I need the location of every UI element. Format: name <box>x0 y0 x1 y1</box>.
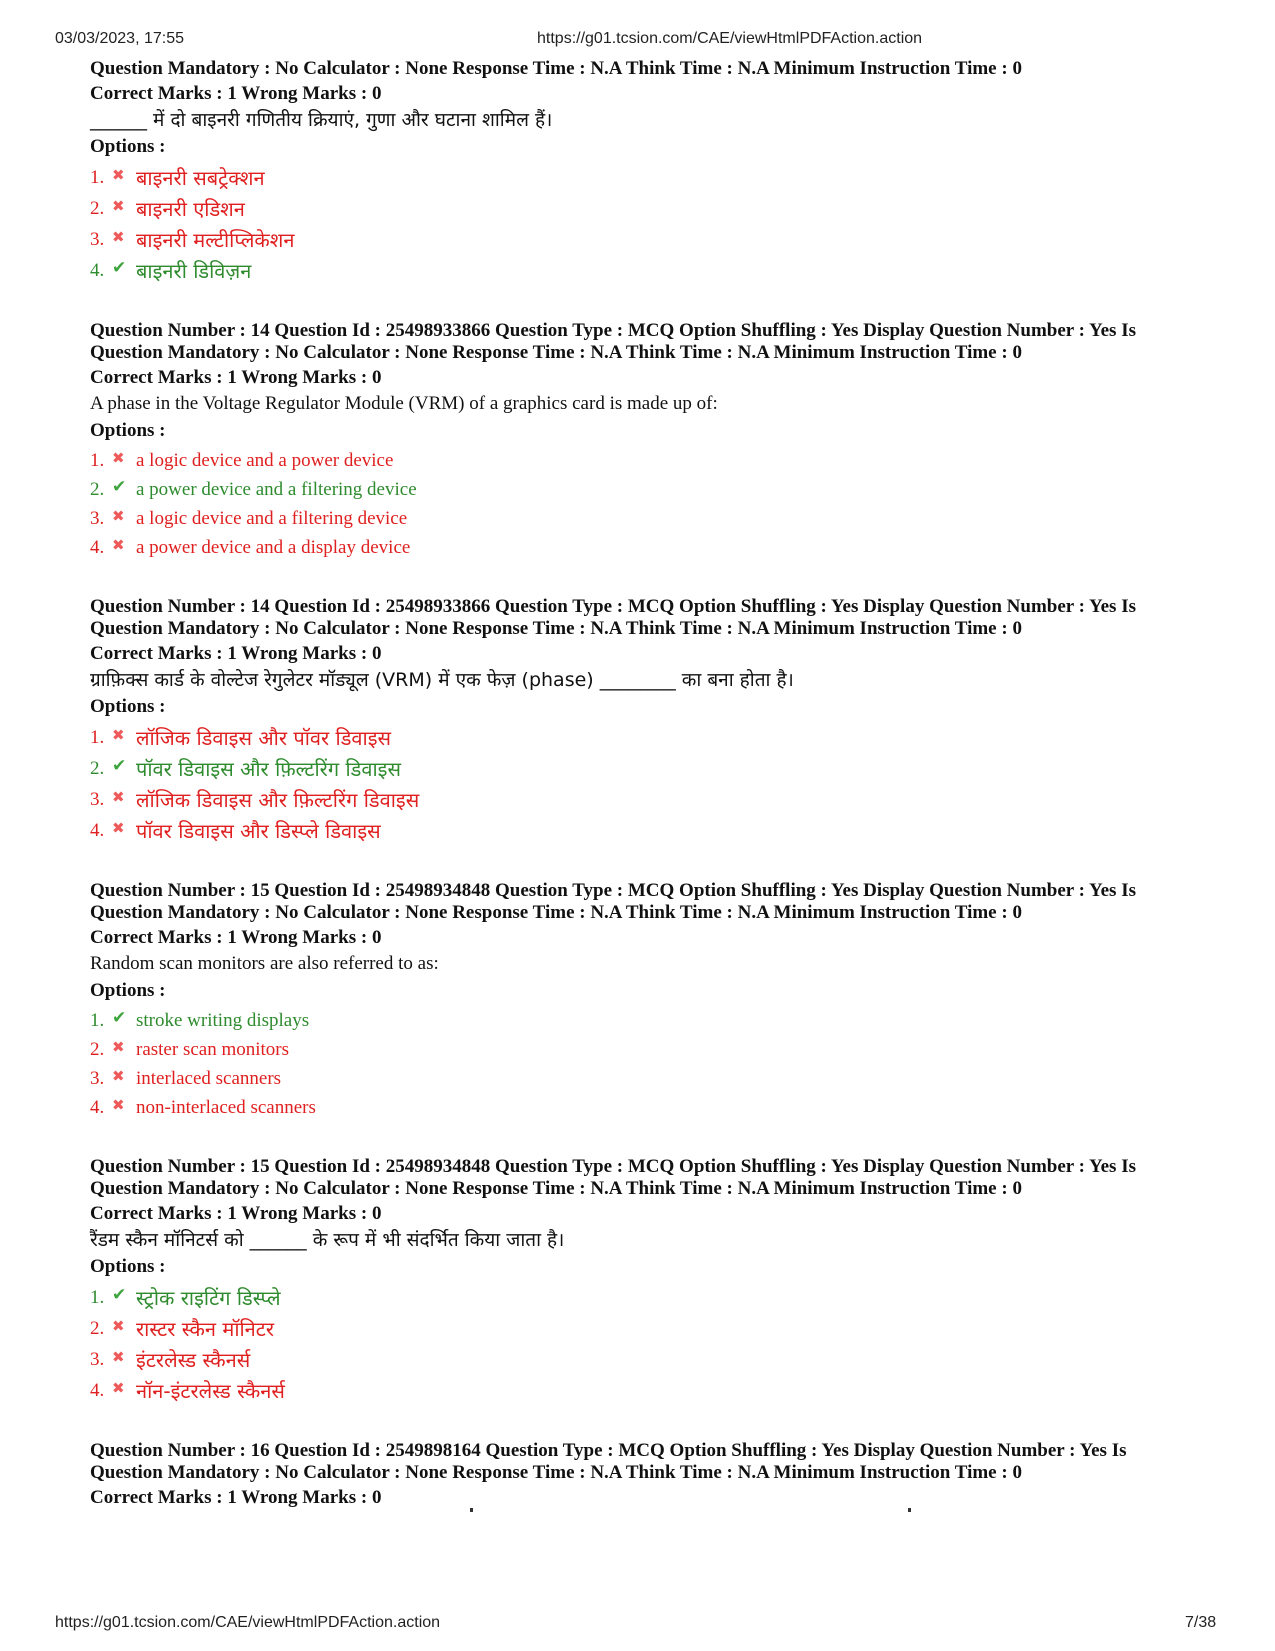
options-label: Options : <box>90 696 166 717</box>
question-meta: Question Number : 14 Question Id : 25498933866 Question Type : MCQ Option Shuffling : Yes Display Question Number : Yes Is <box>90 320 1136 341</box>
options-label: Options : <box>90 136 166 157</box>
question-meta: Question Number : 14 Question Id : 25498933866 Question Type : MCQ Option Shuffling : Yes Display Question Number : Yes Is <box>90 596 1136 617</box>
cross-icon: ✖ <box>112 1066 125 1085</box>
question-meta: Question Mandatory : No Calculator : None Response Time : N.A Think Time : N.A Minimum Instruction Time : 0 <box>90 58 1022 79</box>
check-icon: ✔ <box>112 257 127 278</box>
option-text: बाइनरी डिविज़न <box>136 259 252 283</box>
option-number: 3. <box>90 1348 105 1370</box>
footer-url: https://g01.tcsion.com/CAE/viewHtmlPDFAction.action <box>55 1614 441 1631</box>
option-number: 1. <box>90 166 105 188</box>
option-number: 4. <box>90 536 105 558</box>
option-text: a power device and a display device <box>136 536 411 558</box>
question-text: रैंडम स्कैन मॉनिटर्स को ______ के रूप में भी संदर्भित किया जाता है। <box>90 1229 565 1251</box>
option-text: a logic device and a power device <box>136 449 394 471</box>
option-text: stroke writing displays <box>136 1009 310 1031</box>
page-number: 7/38 <box>1185 1614 1217 1631</box>
option-item <box>90 722 1230 753</box>
cross-icon: ✖ <box>112 165 125 184</box>
check-icon: ✔ <box>112 1284 127 1305</box>
question-meta: Question Mandatory : No Calculator : None Response Time : N.A Think Time : N.A Minimum Instruction Time : 0 <box>90 342 1022 363</box>
option-item <box>90 1344 1230 1375</box>
question-meta: Question Number : 15 Question Id : 25498934848 Question Type : MCQ Option Shuffling : Yes Display Question Number : Yes Is <box>90 880 1136 901</box>
option-number: 2. <box>90 757 105 779</box>
option-item <box>90 446 1230 475</box>
clipped-text-fragment <box>470 1508 473 1512</box>
option-item <box>90 193 1230 224</box>
cross-icon: ✖ <box>112 787 125 806</box>
question-text: A phase in the Voltage Regulator Module (VRM) of a graphics card is made up of: <box>90 393 718 414</box>
check-icon: ✔ <box>112 1007 127 1028</box>
header-url: https://g01.tcsion.com/CAE/viewHtmlPDFAction.action <box>537 30 923 47</box>
option-item <box>90 1093 1230 1122</box>
option-text: रास्टर स्कैन मॉनिटर <box>136 1317 275 1341</box>
cross-icon: ✖ <box>112 1378 125 1397</box>
option-number: 3. <box>90 788 105 810</box>
options-label: Options : <box>90 420 166 441</box>
option-number: 4. <box>90 1096 105 1118</box>
print-datetime: 03/03/2023, 17:55 <box>55 30 185 47</box>
option-item <box>90 815 1230 846</box>
option-number: 2. <box>90 1317 105 1339</box>
marks-line: Correct Marks : 1 Wrong Marks : 0 <box>90 1487 382 1508</box>
option-item <box>90 255 1230 286</box>
options-label: Options : <box>90 1256 166 1277</box>
option-text: पॉवर डिवाइस और डिस्प्ले डिवाइस <box>136 819 381 843</box>
cross-icon: ✖ <box>112 1316 125 1335</box>
check-icon: ✔ <box>112 755 127 776</box>
option-number: 1. <box>90 1286 105 1308</box>
option-text: raster scan monitors <box>136 1038 290 1060</box>
option-text: बाइनरी एडिशन <box>136 197 245 221</box>
question-meta: Question Number : 15 Question Id : 25498934848 Question Type : MCQ Option Shuffling : Yes Display Question Number : Yes Is <box>90 1156 1136 1177</box>
option-item <box>90 1035 1230 1064</box>
option-number: 1. <box>90 1009 105 1031</box>
options-label: Options : <box>90 980 166 1001</box>
option-text: बाइनरी मल्टीप्लिकेशन <box>136 228 295 252</box>
cross-icon: ✖ <box>112 818 125 837</box>
cross-icon: ✖ <box>112 1095 125 1114</box>
cross-icon: ✖ <box>112 725 125 744</box>
option-number: 3. <box>90 1067 105 1089</box>
question-block <box>90 1156 1230 1406</box>
option-number: 2. <box>90 197 105 219</box>
cross-icon: ✖ <box>112 1347 125 1366</box>
question-meta: Question Mandatory : No Calculator : None Response Time : N.A Think Time : N.A Minimum Instruction Time : 0 <box>90 902 1022 923</box>
cross-icon: ✖ <box>112 227 125 246</box>
question-meta: Question Mandatory : No Calculator : None Response Time : N.A Think Time : N.A Minimum Instruction Time : 0 <box>90 1178 1022 1199</box>
option-item <box>90 1282 1230 1313</box>
marks-line: Correct Marks : 1 Wrong Marks : 0 <box>90 367 382 388</box>
cross-icon: ✖ <box>112 196 125 215</box>
question-block <box>90 1440 1230 1509</box>
option-number: 3. <box>90 507 105 529</box>
option-number: 4. <box>90 819 105 841</box>
option-number: 4. <box>90 1379 105 1401</box>
question-block <box>90 58 1230 286</box>
option-text: पॉवर डिवाइस और फ़िल्टरिंग डिवाइस <box>136 757 401 781</box>
option-text: a logic device and a filtering device <box>136 507 408 529</box>
question-block <box>90 880 1230 1122</box>
question-paper <box>90 58 1230 1509</box>
marks-line: Correct Marks : 1 Wrong Marks : 0 <box>90 83 382 104</box>
question-text: ग्राफ़िक्स कार्ड के वोल्टेज रेगुलेटर मॉड्यूल (VRM) में एक फेज़ (phase) ________ का बना होता है। <box>90 669 794 691</box>
question-meta: Question Mandatory : No Calculator : None Response Time : N.A Think Time : N.A Minimum Instruction Time : 0 <box>90 1462 1022 1483</box>
cross-icon: ✖ <box>112 506 125 525</box>
option-text: नॉन-इंटरलेस्ड स्कैनर्स <box>136 1379 285 1403</box>
option-item <box>90 162 1230 193</box>
question-block <box>90 320 1230 562</box>
option-item <box>90 1006 1230 1035</box>
question-text: Random scan monitors are also referred to as: <box>90 953 439 974</box>
option-number: 4. <box>90 259 105 281</box>
question-block <box>90 596 1230 846</box>
option-item <box>90 1313 1230 1344</box>
marks-line: Correct Marks : 1 Wrong Marks : 0 <box>90 643 382 664</box>
option-number: 2. <box>90 478 105 500</box>
option-item <box>90 475 1230 504</box>
option-item <box>90 784 1230 815</box>
option-item <box>90 504 1230 533</box>
cross-icon: ✖ <box>112 535 125 554</box>
question-meta: Question Number : 16 Question Id : 2549898164 Question Type : MCQ Option Shuffling : Yes Display Question Number : Yes Is <box>90 1440 1127 1461</box>
option-text: a power device and a filtering device <box>136 478 417 500</box>
check-icon: ✔ <box>112 476 127 497</box>
option-item <box>90 753 1230 784</box>
option-number: 1. <box>90 726 105 748</box>
question-meta: Question Mandatory : No Calculator : None Response Time : N.A Think Time : N.A Minimum Instruction Time : 0 <box>90 618 1022 639</box>
marks-line: Correct Marks : 1 Wrong Marks : 0 <box>90 927 382 948</box>
option-item <box>90 1375 1230 1406</box>
cross-icon: ✖ <box>112 1037 125 1056</box>
option-text: interlaced scanners <box>136 1067 282 1089</box>
option-item <box>90 533 1230 562</box>
option-item <box>90 1064 1230 1093</box>
question-text: ______ में दो बाइनरी गणितीय क्रियाएं, गुणा और घटाना शामिल हैं। <box>90 109 553 131</box>
option-text: non-interlaced scanners <box>136 1096 316 1118</box>
option-number: 1. <box>90 449 105 471</box>
option-number: 2. <box>90 1038 105 1060</box>
option-text: स्ट्रोक राइटिंग डिस्प्ले <box>136 1286 281 1310</box>
option-item <box>90 224 1230 255</box>
cross-icon: ✖ <box>112 448 125 467</box>
clipped-text-fragment <box>908 1508 911 1512</box>
option-number: 3. <box>90 228 105 250</box>
option-text: लॉजिक डिवाइस और पॉवर डिवाइस <box>136 726 392 750</box>
option-text: लॉजिक डिवाइस और फ़िल्टरिंग डिवाइस <box>136 788 420 812</box>
marks-line: Correct Marks : 1 Wrong Marks : 0 <box>90 1203 382 1224</box>
option-text: बाइनरी सबट्रेक्शन <box>136 166 265 190</box>
option-text: इंटरलेस्ड स्कैनर्स <box>136 1348 251 1372</box>
